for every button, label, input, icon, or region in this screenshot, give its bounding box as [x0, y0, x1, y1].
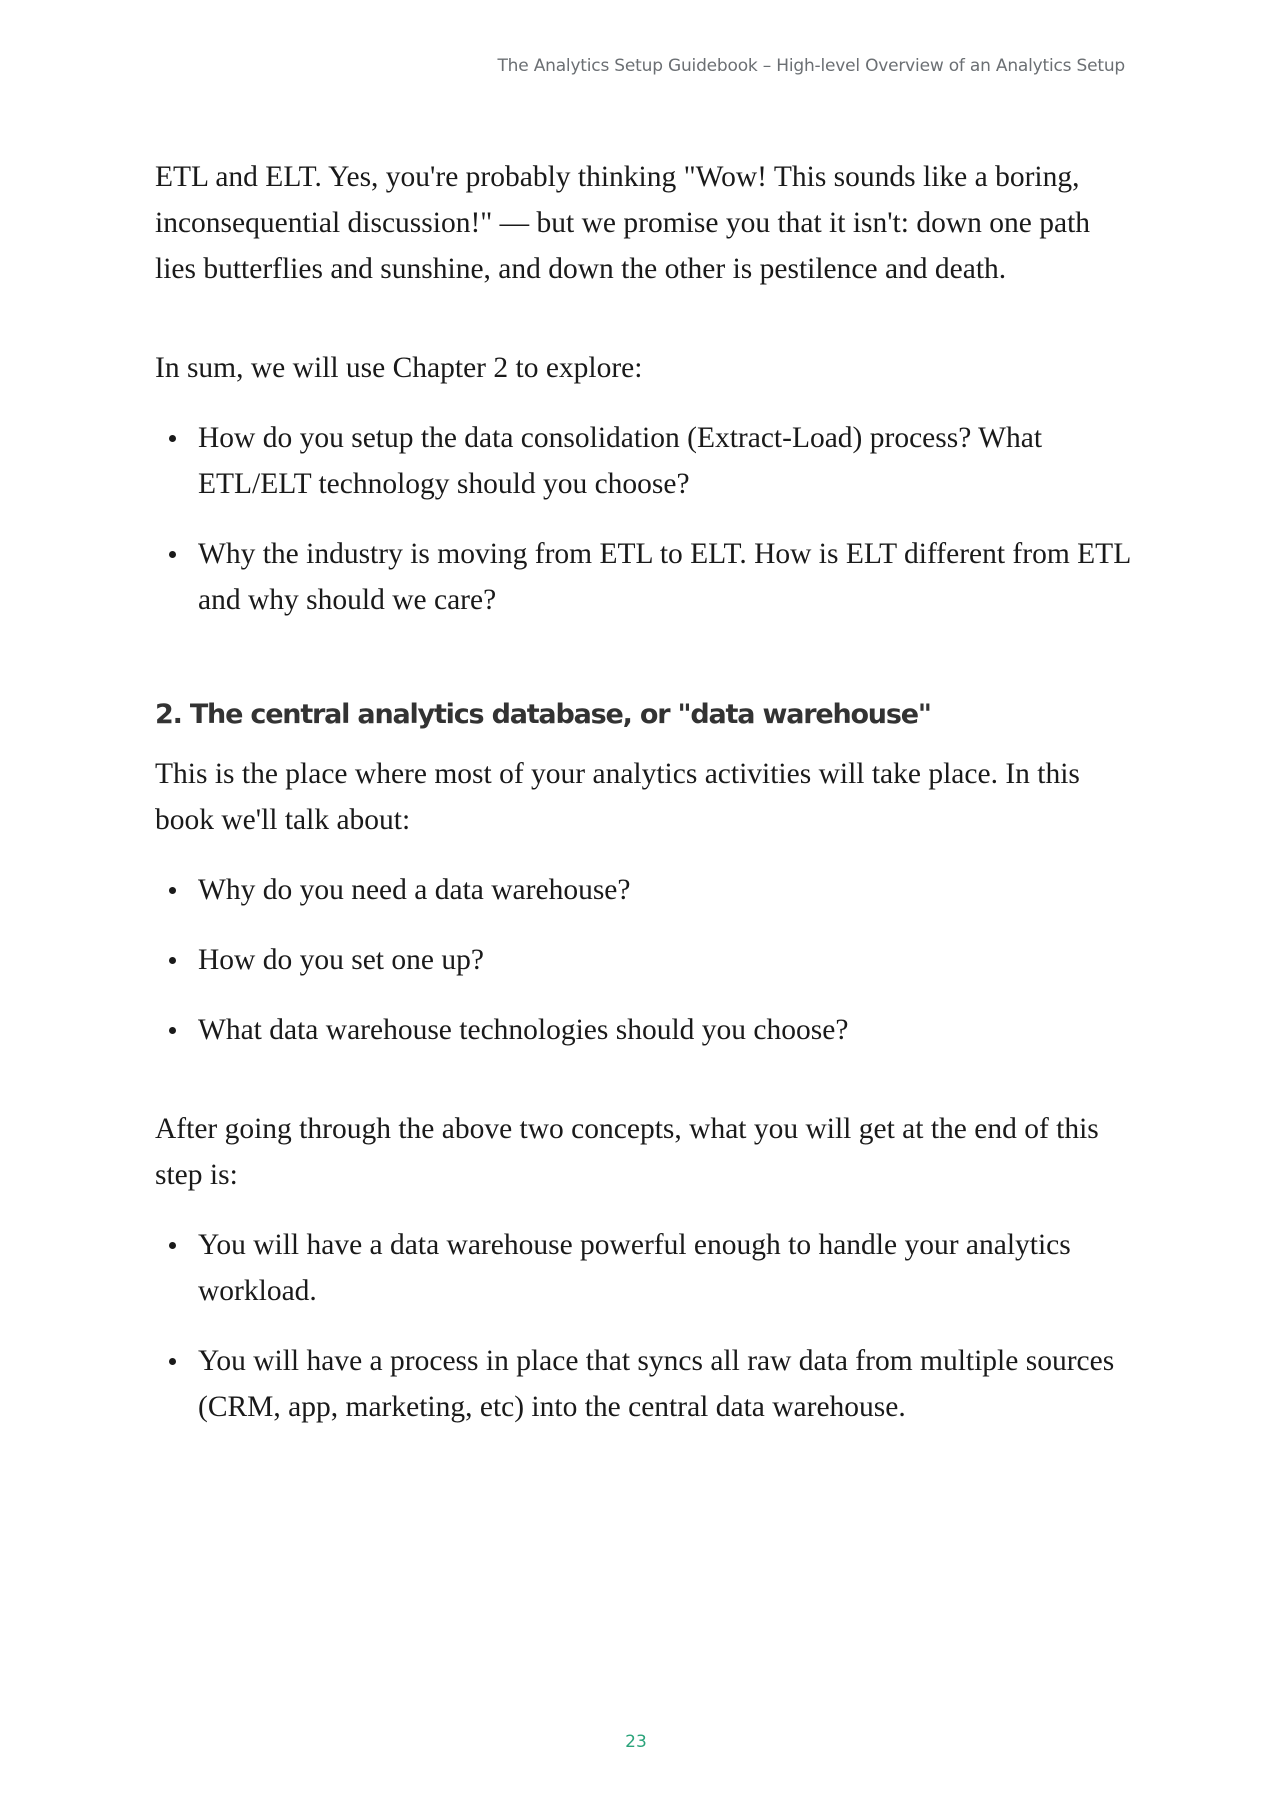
list-item: You will have a data warehouse powerful enough to handle your analytics workload.	[155, 1222, 1135, 1314]
list-item: How do you set one up?	[155, 937, 1135, 983]
chapter-summary-paragraph: In sum, we will use Chapter 2 to explore:	[155, 352, 643, 384]
outcomes-list	[155, 1222, 1135, 1430]
page-content	[155, 154, 1135, 1454]
list-item: Why do you need a data warehouse?	[155, 867, 1135, 913]
intro-paragraph: ETL and ELT. Yes, you're probably thinking "Wow! This sounds like a boring, inconsequential discussion!" — but we promise you that it isn't: down one path lies butterflies and sunshine, and down the other is pestilence and death.	[155, 161, 1091, 285]
list-item: Why the industry is moving from ETL to ELT. How is ELT different from ETL and why should we care?	[155, 531, 1135, 623]
page-number: 23	[625, 1732, 647, 1752]
outcome-paragraph: After going through the above two concepts, what you will get at the end of this step is:	[155, 1113, 1099, 1191]
warehouse-topics-list	[155, 867, 1135, 1053]
warehouse-intro-paragraph: This is the place where most of your analytics activities will take place. In this book we'll talk about:	[155, 758, 1080, 836]
chapter-2-topics-list	[155, 415, 1135, 623]
running-header: The Analytics Setup Guidebook – High-level Overview of an Analytics Setup	[497, 56, 1125, 76]
list-item: You will have a process in place that syncs all raw data from multiple sources (CRM, app, marketing, etc) into the central data warehouse.	[155, 1338, 1135, 1430]
list-item: What data warehouse technologies should you choose?	[155, 1007, 1135, 1053]
list-item: How do you setup the data consolidation (Extract-Load) process? What ETL/ELT technology should you choose?	[155, 415, 1135, 507]
section-heading: 2. The central analytics database, or "data warehouse"	[155, 699, 931, 730]
